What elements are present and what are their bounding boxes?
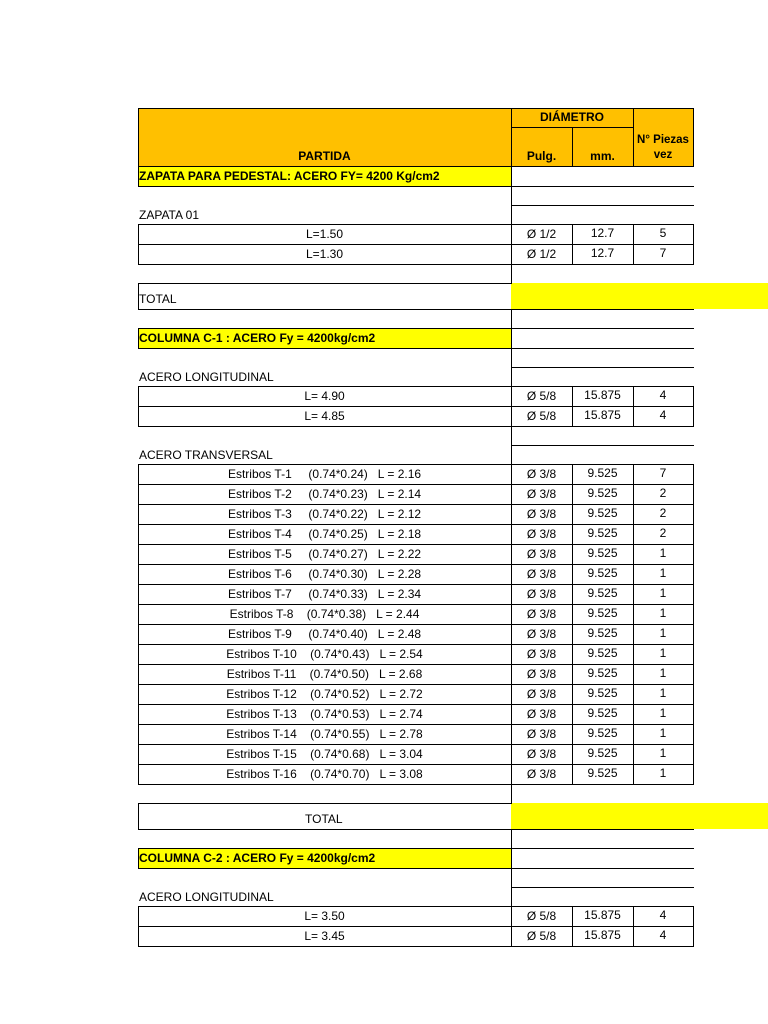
- pulg-cell: Ø 3/8: [526, 607, 557, 621]
- pulg-cell: Ø 3/8: [526, 707, 557, 721]
- col-border: [511, 328, 512, 348]
- item-label: Estribos T-3 (0.74*0.22) L = 2.12: [227, 507, 422, 521]
- col-border: [572, 386, 573, 406]
- pulg-cell: Ø 3/8: [526, 627, 557, 641]
- col-border: [138, 624, 139, 644]
- col-border: [693, 764, 694, 784]
- mm-cell: 9.525: [587, 566, 618, 580]
- item-label: Estribos T-5 (0.74*0.27) L = 2.22: [227, 547, 422, 561]
- col-border: [633, 764, 634, 784]
- col-border: [572, 524, 573, 544]
- row-border: [138, 504, 694, 505]
- col-border: [138, 504, 139, 524]
- piezas-cell: 1: [659, 746, 667, 760]
- col-border: [511, 309, 512, 328]
- col-border: [572, 244, 573, 264]
- mm-cell: 9.525: [587, 706, 618, 720]
- col-border: [138, 664, 139, 684]
- pulg-cell: Ø 3/8: [526, 487, 557, 501]
- header-pulg: Pulg.: [526, 149, 557, 163]
- piezas-cell: 4: [659, 908, 667, 922]
- col-border: [511, 764, 512, 784]
- row-border: [138, 744, 694, 745]
- col-border: [693, 244, 694, 264]
- col-border: [633, 464, 634, 484]
- col-border: [138, 744, 139, 764]
- header-border-col1: [511, 108, 512, 166]
- mm-cell: 9.525: [587, 466, 618, 480]
- col-border: [138, 244, 139, 264]
- row-border: [138, 803, 512, 804]
- col-border: [572, 906, 573, 926]
- col-border: [138, 406, 139, 426]
- col-border: [138, 764, 139, 784]
- mm-cell: 9.525: [587, 646, 618, 660]
- col-border: [511, 348, 512, 367]
- col-border: [572, 764, 573, 784]
- mm-cell: 9.525: [587, 546, 618, 560]
- col-border: [138, 386, 139, 406]
- col-border: [511, 604, 512, 624]
- col-border: [138, 906, 139, 926]
- col-border: [633, 544, 634, 564]
- col-border: [693, 524, 694, 544]
- total-columna-c1: TOTAL: [305, 812, 343, 826]
- col-border: [138, 684, 139, 704]
- col-border: [633, 644, 634, 664]
- row-border: [138, 868, 512, 869]
- row-border: [138, 764, 694, 765]
- row-border: [138, 724, 694, 725]
- row-border: [138, 664, 694, 665]
- piezas-cell: 7: [659, 246, 667, 260]
- col-border: [138, 724, 139, 744]
- item-label: Estribos T-11 (0.74*0.50) L = 2.68: [226, 667, 423, 681]
- pulg-cell: Ø 3/8: [526, 687, 557, 701]
- mm-cell: 9.525: [587, 746, 618, 760]
- col-border: [511, 264, 512, 283]
- item-label: L= 4.90: [304, 389, 345, 403]
- right-border: [511, 205, 694, 206]
- mm-cell: 15.875: [584, 388, 621, 402]
- row-border: [138, 348, 512, 349]
- piezas-cell: 1: [659, 626, 667, 640]
- row-border: [138, 524, 694, 525]
- piezas-cell: 1: [659, 666, 667, 680]
- item-label: L=1.50: [305, 227, 344, 241]
- right-border: [511, 445, 694, 446]
- row-border: [138, 283, 512, 284]
- section-columna-c1: COLUMNA C-1 : ACERO Fy = 4200kg/cm2: [139, 331, 376, 345]
- col-border: [511, 244, 512, 264]
- col-border: [511, 186, 512, 205]
- col-border: [138, 524, 139, 544]
- row-border: [138, 166, 512, 167]
- piezas-cell: 2: [659, 486, 667, 500]
- item-label: Estribos T-4 (0.74*0.25) L = 2.18: [227, 527, 422, 541]
- row-border: [138, 584, 694, 585]
- col-border: [693, 704, 694, 724]
- col-border: [693, 504, 694, 524]
- piezas-cell: 1: [659, 586, 667, 600]
- col-border: [511, 829, 512, 848]
- col-border: [572, 724, 573, 744]
- item-label: Estribos T-12 (0.74*0.52) L = 2.72: [226, 687, 423, 701]
- pulg-cell: Ø 3/8: [526, 667, 557, 681]
- col-border: [511, 624, 512, 644]
- pulg-cell: Ø 1/2: [526, 227, 557, 241]
- pulg-cell: Ø 3/8: [526, 747, 557, 761]
- col-border: [572, 406, 573, 426]
- header-border-col3: [633, 108, 634, 166]
- col-border: [138, 166, 139, 186]
- col-border: [138, 848, 139, 868]
- pulg-cell: Ø 5/8: [526, 909, 557, 923]
- row-border: [138, 926, 694, 927]
- item-label: L= 3.50: [304, 909, 345, 923]
- mm-cell: 9.525: [587, 686, 618, 700]
- col-border: [572, 926, 573, 946]
- col-border: [572, 564, 573, 584]
- col-border: [693, 926, 694, 946]
- col-border: [633, 906, 634, 926]
- col-border: [572, 224, 573, 244]
- total-zapata: TOTAL: [139, 292, 177, 306]
- col-border: [138, 584, 139, 604]
- section-zapata: ZAPATA PARA PEDESTAL: ACERO FY= 4200 Kg/cm2: [139, 169, 440, 183]
- right-border: [511, 367, 694, 368]
- col-border: [693, 584, 694, 604]
- mm-cell: 9.525: [587, 666, 618, 680]
- col-border: [693, 224, 694, 244]
- piezas-cell: 1: [659, 726, 667, 740]
- piezas-cell: 4: [659, 928, 667, 942]
- mm-cell: 9.525: [587, 486, 618, 500]
- item-label: Estribos T-16 (0.74*0.70) L = 3.08: [226, 767, 423, 781]
- mm-cell: 12.7: [590, 226, 615, 240]
- col-border: [633, 744, 634, 764]
- col-border: [138, 644, 139, 664]
- item-label: Estribos T-10 (0.74*0.43) L = 2.54: [226, 647, 423, 661]
- group-acero-longitudinal-c2: ACERO LONGITUDINAL: [139, 890, 274, 904]
- piezas-cell: 1: [659, 766, 667, 780]
- col-border: [633, 624, 634, 644]
- group-acero-transversal: ACERO TRANSVERSAL: [139, 448, 273, 462]
- mm-cell: 9.525: [587, 586, 618, 600]
- pulg-cell: Ø 3/8: [526, 507, 557, 521]
- row-border: [138, 464, 694, 465]
- row-border: [138, 544, 694, 545]
- mm-cell: 9.525: [587, 626, 618, 640]
- mm-cell: 15.875: [584, 408, 621, 422]
- pulg-cell: Ø 5/8: [526, 409, 557, 423]
- col-border: [633, 584, 634, 604]
- col-border: [693, 664, 694, 684]
- right-border: [511, 848, 694, 849]
- col-border: [138, 604, 139, 624]
- row-border: [138, 684, 694, 685]
- col-border: [693, 724, 694, 744]
- col-border: [633, 406, 634, 426]
- pulg-cell: Ø 1/2: [526, 247, 557, 261]
- piezas-cell: 1: [659, 706, 667, 720]
- col-border: [633, 926, 634, 946]
- item-label: Estribos T-8 (0.74*0.38) L = 2.44: [229, 607, 420, 621]
- col-border: [511, 504, 512, 524]
- section-columna-c2: COLUMNA C-2 : ACERO Fy = 4200kg/cm2: [139, 851, 376, 865]
- right-border: [511, 887, 694, 888]
- col-border: [633, 244, 634, 264]
- col-border: [633, 386, 634, 406]
- col-border: [693, 906, 694, 926]
- col-border: [511, 784, 512, 803]
- mm-cell: 9.525: [587, 726, 618, 740]
- col-border: [572, 684, 573, 704]
- col-border: [511, 906, 512, 926]
- piezas-cell: 1: [659, 646, 667, 660]
- item-label: Estribos T-7 (0.74*0.33) L = 2.34: [227, 587, 422, 601]
- item-label: Estribos T-6 (0.74*0.30) L = 2.28: [227, 567, 422, 581]
- col-border: [511, 744, 512, 764]
- col-border: [511, 166, 512, 186]
- col-border: [572, 624, 573, 644]
- col-border: [572, 604, 573, 624]
- col-border: [511, 644, 512, 664]
- header-border-left: [138, 108, 139, 166]
- right-border: [511, 328, 694, 329]
- col-border: [511, 564, 512, 584]
- col-border: [511, 445, 512, 464]
- col-border: [138, 283, 139, 309]
- piezas-cell: 5: [659, 226, 667, 240]
- pulg-cell: Ø 3/8: [526, 727, 557, 741]
- pulg-cell: Ø 3/8: [526, 467, 557, 481]
- total-highlight: [511, 283, 768, 309]
- header-border-col2: [572, 127, 573, 166]
- col-border: [138, 564, 139, 584]
- row-border: [138, 829, 694, 830]
- col-border: [511, 367, 512, 386]
- row-border: [138, 386, 694, 387]
- col-border: [511, 524, 512, 544]
- col-border: [511, 544, 512, 564]
- item-label: L= 3.45: [304, 929, 345, 943]
- col-border: [693, 464, 694, 484]
- col-border: [693, 684, 694, 704]
- col-border: [511, 887, 512, 906]
- col-border: [572, 584, 573, 604]
- col-border: [511, 224, 512, 244]
- col-border: [693, 544, 694, 564]
- mm-cell: 9.525: [587, 506, 618, 520]
- pulg-cell: Ø 3/8: [526, 587, 557, 601]
- col-border: [511, 684, 512, 704]
- row-border: [138, 406, 694, 407]
- col-border: [633, 484, 634, 504]
- row-border: [138, 309, 694, 310]
- piezas-cell: 2: [659, 506, 667, 520]
- col-border: [572, 544, 573, 564]
- col-border: [138, 464, 139, 484]
- header-mm: mm.: [590, 149, 615, 163]
- piezas-cell: 1: [659, 546, 667, 560]
- col-border: [511, 868, 512, 887]
- col-border: [633, 704, 634, 724]
- item-label: Estribos T-13 (0.74*0.53) L = 2.74: [226, 707, 423, 721]
- col-border: [511, 664, 512, 684]
- group-acero-longitudinal: ACERO LONGITUDINAL: [139, 370, 274, 384]
- pulg-cell: Ø 5/8: [526, 929, 557, 943]
- col-border: [511, 464, 512, 484]
- col-border: [693, 484, 694, 504]
- header-partida: PARTIDA: [298, 149, 351, 163]
- col-border: [511, 426, 512, 445]
- col-border: [511, 724, 512, 744]
- col-border: [572, 504, 573, 524]
- col-border: [572, 704, 573, 724]
- pulg-cell: Ø 3/8: [526, 647, 557, 661]
- col-border: [572, 484, 573, 504]
- col-border: [138, 328, 139, 348]
- row-border: [138, 244, 694, 245]
- row-border: [138, 848, 512, 849]
- pulg-cell: Ø 3/8: [526, 527, 557, 541]
- piezas-cell: 1: [659, 566, 667, 580]
- row-border: [138, 426, 694, 427]
- item-label: Estribos T-15 (0.74*0.68) L = 3.04: [226, 747, 423, 761]
- col-border: [572, 644, 573, 664]
- piezas-cell: 4: [659, 388, 667, 402]
- piezas-cell: 7: [659, 466, 667, 480]
- col-border: [633, 564, 634, 584]
- mm-cell: 9.525: [587, 606, 618, 620]
- row-border: [138, 604, 694, 605]
- mm-cell: 15.875: [584, 928, 621, 942]
- row-border: [138, 784, 694, 785]
- col-border: [633, 664, 634, 684]
- mm-cell: 9.525: [587, 526, 618, 540]
- item-label: Estribos T-9 (0.74*0.40) L = 2.48: [227, 627, 422, 641]
- header-piezas-line2: vez: [653, 149, 673, 161]
- item-label: L=1.30: [305, 247, 344, 261]
- col-border: [693, 604, 694, 624]
- col-border: [138, 224, 139, 244]
- pulg-cell: Ø 3/8: [526, 767, 557, 781]
- item-label: Estribos T-14 (0.74*0.55) L = 2.78: [226, 727, 423, 741]
- item-label: L= 4.85: [304, 409, 345, 423]
- col-border: [138, 544, 139, 564]
- row-border: [138, 704, 694, 705]
- row-border: [138, 484, 694, 485]
- piezas-cell: 2: [659, 526, 667, 540]
- row-border: [138, 624, 694, 625]
- header-piezas-line1: N° Piezas: [637, 134, 689, 146]
- pulg-cell: Ø 3/8: [526, 547, 557, 561]
- row-border: [138, 224, 694, 225]
- col-border: [633, 224, 634, 244]
- col-border: [511, 704, 512, 724]
- row-border: [138, 946, 694, 947]
- col-border: [693, 744, 694, 764]
- col-border: [511, 406, 512, 426]
- header-border-top: [138, 108, 694, 109]
- col-border: [572, 744, 573, 764]
- item-label: Estribos T-1 (0.74*0.24) L = 2.16: [227, 467, 422, 481]
- group-zapata-01: ZAPATA 01: [139, 208, 200, 222]
- mm-cell: 9.525: [587, 766, 618, 780]
- col-border: [633, 504, 634, 524]
- col-border: [511, 205, 512, 224]
- col-border: [633, 524, 634, 544]
- col-border: [138, 484, 139, 504]
- col-border: [138, 704, 139, 724]
- col-border: [693, 564, 694, 584]
- col-border: [138, 926, 139, 946]
- col-border: [138, 803, 139, 829]
- pulg-cell: Ø 5/8: [526, 389, 557, 403]
- total-highlight: [511, 803, 768, 829]
- row-border: [138, 264, 694, 265]
- row-border: [138, 186, 512, 187]
- col-border: [633, 684, 634, 704]
- piezas-cell: 1: [659, 606, 667, 620]
- col-border: [693, 406, 694, 426]
- right-border: [511, 868, 694, 869]
- piezas-cell: 4: [659, 408, 667, 422]
- piezas-cell: 1: [659, 686, 667, 700]
- col-border: [511, 848, 512, 868]
- mm-cell: 15.875: [584, 908, 621, 922]
- col-border: [511, 386, 512, 406]
- item-label: Estribos T-2 (0.74*0.23) L = 2.14: [227, 487, 422, 501]
- row-border: [138, 564, 694, 565]
- pulg-cell: Ø 3/8: [526, 567, 557, 581]
- col-border: [693, 624, 694, 644]
- right-border: [511, 348, 694, 349]
- col-border: [511, 484, 512, 504]
- col-border: [511, 584, 512, 604]
- header-diametro: DIÁMETRO: [540, 110, 604, 124]
- row-border: [138, 906, 694, 907]
- mm-cell: 12.7: [590, 246, 615, 260]
- col-border: [633, 724, 634, 744]
- right-border: [511, 186, 694, 187]
- col-border: [693, 386, 694, 406]
- row-border: [138, 328, 512, 329]
- header-border-right: [693, 108, 694, 166]
- col-border: [511, 926, 512, 946]
- col-border: [572, 664, 573, 684]
- row-border: [138, 644, 694, 645]
- col-border: [693, 644, 694, 664]
- col-border: [572, 464, 573, 484]
- col-border: [633, 604, 634, 624]
